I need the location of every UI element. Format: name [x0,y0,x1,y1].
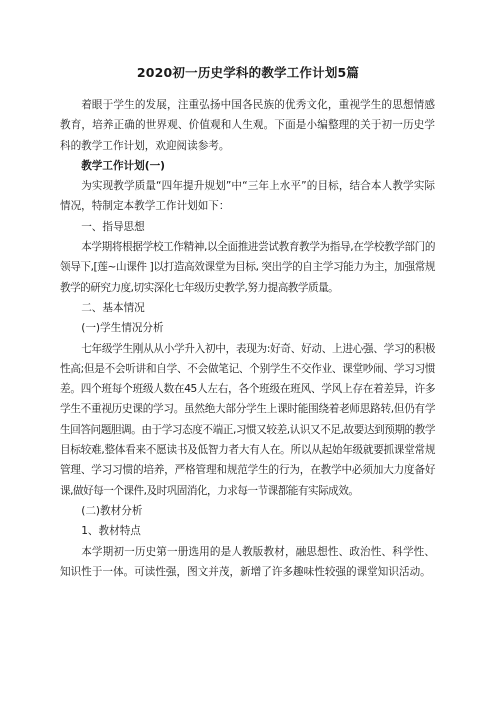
heading-guiding-ideology: 一、指导思想 [81,220,145,233]
student-analysis-paragraph: 七年级学生刚从从小学升入初中，表现为:好奇、好动、上进心强、学习的积极性高;但是不会听讲和自学、不会做笔记、个别学生不交作业、课堂吵闹、学习习惯差。四个班每个班级人数在45人左右，各个班级在班风、学风上存在着差异，许多学生不重视历史课的学习。虽然绝大部分学生上课时能围绕着老师思路转,但仍有学生回答问题胆调。由于学习态度不端正,习惯又较差,认识又不足,故要达到预期的教学目标较难,整体看来不愿读书及低智力者大有人在。所以从起始年级就要抓课堂常规管理、学习习惯的培养，严格管理和规范学生的行为，在教学中必须加大力度备好课,做好每一个课件,及时巩固消化，力求每一节课都能有实际成效。 [60,342,435,497]
document-title: 2020初一历史学科的教学工作计划5篇 [136,65,360,80]
heading-student-analysis: (一)学生情况分析 [81,322,164,335]
heading-textbook-features: 1、教材特点 [81,525,141,538]
guiding-ideology-paragraph: 本学期将根据学校工作精神,以全面推进尝试教育教学为指导,在学校教学部门的领导下,[莲~山课件 ]以打造高效课堂为目标, 突出学的自主学习能力为主，加强常规教学的研究力度,切实深化七年级历史教学,努力提高教学质量。 [60,241,435,294]
textbook-features-paragraph: 本学期初一历史第一册选用的是人教版教材，融思想性、政治性、科学性、知识性于一体。可读性强，图文并茂，新增了许多趣味性较强的课堂知识活动。 [60,545,435,578]
heading-basic-situation: 二、基本情况 [81,301,145,314]
document-body [60,95,435,582]
plan-goal-paragraph: 为实现教学质量“四年提升规划”中“三年上水平”的目标，结合本人教学实际情况，特制定本教学工作计划如下： [60,180,435,213]
heading-textbook-analysis: (二)教材分析 [81,504,143,517]
section-heading-plan-1: 教学工作计划(一) [81,159,166,172]
intro-paragraph: 着眼于学生的发展，注重弘扬中国各民族的优秀文化，重视学生的思想情感教育，培养正确的世界观、价值观和人生观。下面是小编整理的关于初一历史学科的教学工作计划，欢迎阅读参考。 [60,99,435,152]
